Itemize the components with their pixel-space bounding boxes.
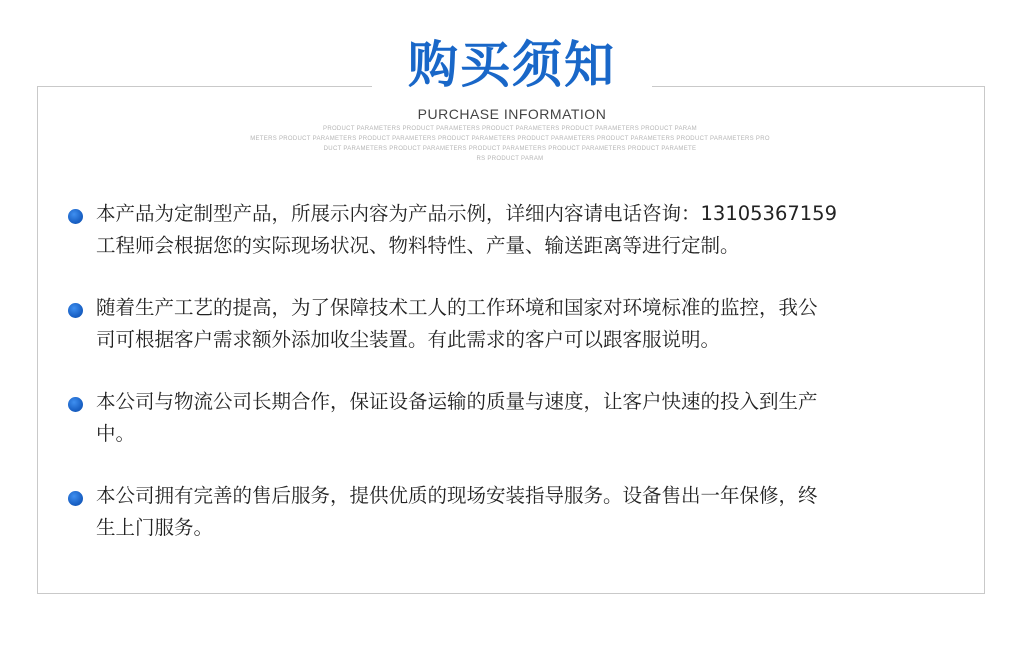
notice-line: 司可根据客户需求额外添加收尘装置。有此需求的客户可以跟客服说明。 xyxy=(96,328,721,351)
notice-text xyxy=(96,198,982,262)
decorative-parameters-text xyxy=(240,124,780,164)
notice-text xyxy=(96,292,982,356)
notice-list xyxy=(62,198,982,574)
notice-line: 本公司与物流公司长期合作，保证设备运输的质量与速度，让客户快速的投入到生产 xyxy=(96,390,818,413)
notice-line: 工程师会根据您的实际现场状况、物料特性、产量、输送距离等进行定制。 xyxy=(96,234,740,257)
notice-line: 本产品为定制型产品，所展示内容为产品示例，详细内容请电话咨询：13105367159 xyxy=(96,202,837,225)
page-title: 购买须知 xyxy=(408,36,616,94)
decor-line: DUCT PARAMETERS PRODUCT PARAMETERS PRODUCT PARAMETERS PRODUCT PARAMETERS PRODUCT PARAMETE xyxy=(323,146,697,152)
bullet-dot-icon xyxy=(68,303,83,318)
decor-line: RS PRODUCT PARAM xyxy=(476,156,544,162)
notice-line: 本公司拥有完善的售后服务，提供优质的现场安装指导服务。设备售出一年保修，终 xyxy=(96,484,818,507)
notice-text xyxy=(96,386,982,450)
bullet-dot-icon xyxy=(68,397,83,412)
decor-line: METERS PRODUCT PARAMETERS PRODUCT PARAMETERS PRODUCT PARAMETERS PRODUCT PARAMETERS PRODUCT PARAMETERS PRODUCT PARAMETERS PRO xyxy=(250,136,770,142)
page-subtitle: PURCHASE INFORMATION xyxy=(417,106,607,122)
notice-line: 随着生产工艺的提高，为了保障技术工人的工作环境和国家对环境标准的监控，我公 xyxy=(96,296,818,319)
notice-text xyxy=(96,480,982,544)
decor-line: PRODUCT PARAMETERS PRODUCT PARAMETERS PRODUCT PARAMETERS PRODUCT PARAMETERS PRODUCT PARAM xyxy=(323,126,697,132)
list-item xyxy=(62,480,982,574)
bullet-dot-icon xyxy=(68,209,83,224)
list-item xyxy=(62,386,982,480)
notice-line: 中。 xyxy=(96,422,136,445)
bullet-dot-icon xyxy=(68,491,83,506)
list-item xyxy=(62,292,982,386)
list-item xyxy=(62,198,982,292)
notice-line: 生上门服务。 xyxy=(96,516,214,539)
